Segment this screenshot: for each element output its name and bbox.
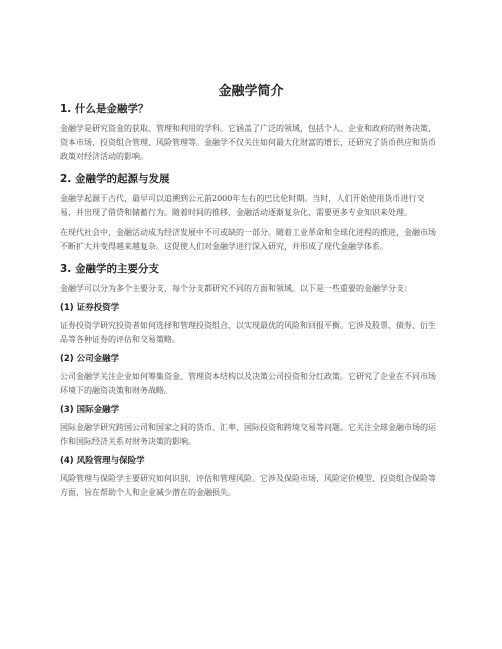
section-heading: 3. 金融学的主要分支 <box>60 263 159 275</box>
paragraph: 金融学可以分为多个主要分支，每个分支都研究不同的方面和领域。以下是一些重要的金融学分支： <box>60 284 412 293</box>
document-body <box>60 102 440 506</box>
paragraph: 金融学是研究资金的获取、管理和利用的学科。它涵盖了广泛的领域，包括个人、企业和政府的财务决策、资本市场、投资组合管理、风险管理等。金融学不仅关注如何最大化财富的增长，还研究了货币供应和货币政策对经济活动的影响。 <box>60 124 436 161</box>
section-heading: 1. 什么是金融学？ <box>60 103 149 115</box>
subsection-risk-insurance <box>60 455 440 500</box>
subsection-heading: (3) 国际金融学 <box>60 405 120 415</box>
document-title: 金融学简介 <box>218 84 284 99</box>
section-heading: 2. 金融学的起源与发展 <box>60 173 170 185</box>
subsection-international-finance <box>60 404 440 449</box>
paragraph: 国际金融学研究跨国公司和国家之间的货币、汇率、国际投资和跨境交易等问题。它关注全球金融市场的运作和国际经济关系对财务决策的影响。 <box>60 423 436 446</box>
section-origin-development <box>60 172 440 254</box>
paragraph: 证券投资学研究投资者如何选择和管理投资组合，以实现最优的风险和回报平衡。它涉及股票、债券、衍生品等各种证券的评估和交易策略。 <box>60 321 436 344</box>
subsection-heading: (1) 证券投资学 <box>60 303 120 313</box>
subsection-heading: (2) 公司金融学 <box>60 354 120 364</box>
subsection-corporate-finance <box>60 353 440 398</box>
paragraph: 金融学起源于古代，最早可以追溯到公元前2000年左右的巴比伦时期。当时，人们开始使用货币进行交易，并出现了借贷和储蓄行为。随着时间的推移，金融活动逐渐复杂化，需要更多专业知识来处理。 <box>60 194 425 217</box>
paragraph: 公司金融学关注企业如何筹集资金、管理资本结构以及决策公司投资和分红政策。它研究了企业在不同市场环境下的融资决策和财务战略。 <box>60 372 436 395</box>
section-what-is-finance <box>60 102 440 164</box>
subsection-securities-investment <box>60 302 440 347</box>
paragraph: 风险管理与保险学主要研究如何识别、评估和管理风险。它涉及保险市场、风险定价模型、投资组合保险等方面，旨在帮助个人和企业减少潜在的金融损失。 <box>60 474 436 497</box>
subsection-heading: (4) 风险管理与保险学 <box>60 456 145 466</box>
section-main-branches <box>60 262 440 500</box>
paragraph: 在现代社会中，金融活动成为经济发展中不可或缺的一部分。随着工业革命和全球化进程的推进，金融市场不断扩大并变得越来越复杂。这促使人们对金融学进行深入研究，并形成了现代金融学体系。 <box>60 228 436 251</box>
